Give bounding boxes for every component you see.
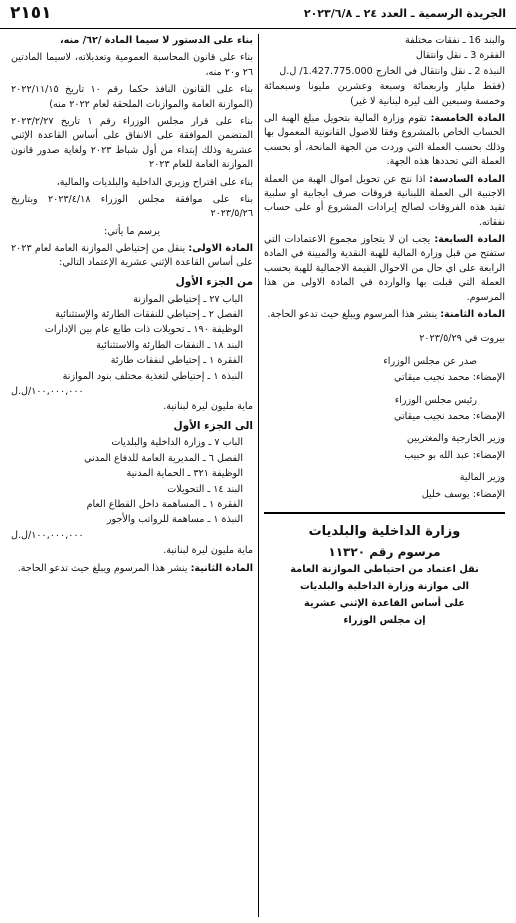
article-8 <box>264 308 505 322</box>
article-text: ينقل من إحتياطي الموازنة العامة لعام ٢٠٢٣ على أساس القاعدة الإثني عشرية الإعتماد التالي: <box>11 243 253 269</box>
left-column <box>6 34 258 917</box>
budget-line: البند ١٨ ـ النفقات الطارئة والاستثنائية <box>96 339 243 351</box>
decree-subject: الى موازنة وزارة الداخلية والبلديات <box>300 581 469 593</box>
amount-words: ماية مليون ليرة لبنانية. <box>163 401 253 413</box>
budget-line: الوظيفة ١٩٠ ـ تحويلات ذات طابع عام بين الإدارات <box>44 324 243 336</box>
preamble-line: بناء على موافقة مجلس الوزراء ٢٠٢٣/٤/١٨ وبتاريخ ٢٠٢٣/٥/٢٦ <box>11 193 253 220</box>
article-label: المادة الخامسة: <box>430 112 505 124</box>
budget-line: النبذة ١ ـ إحتياطي لتغذية مختلف بنود الموازنة <box>62 370 243 382</box>
decree-number: مرسوم رقم ١١٣٢٠ <box>328 545 441 560</box>
article-label: المادة الاولى: <box>188 243 253 255</box>
signature: الإمضاء: يوسف خليل <box>421 488 505 500</box>
budget-line: الباب ٢٧ ـ إحتياطي الموازنة <box>133 293 243 305</box>
preamble-line: بناء على قرار مجلس الوزراء رقم ١ تاريخ ٢٠٢٣/٢/٢٧ المتضمن الموافقة على الانفاق على أساس القاعدة الإثني عشرية وذلك إبتداء من أول شباط ٢٠٢٣ ولغاية صدور قانون الموازنة العامة للعام ٢٠٢٣ <box>11 115 253 171</box>
preamble-line: بناء على الدستور لا سيما المادة /٦٢/ منه، <box>60 35 253 46</box>
budget-line: الباب ٧ ـ وزارة الداخلية والبلديات <box>111 437 243 449</box>
amount: ١٠٠,٠٠٠,٠٠٠/ل.ل <box>11 385 84 397</box>
article-text: ينشر هذا المرسوم ويبلغ حيث تدعو الحاجة. <box>17 562 188 574</box>
preamble-line: بناء على قانون المحاسبة العمومية وتعديلاته، لاسيما المادتين ٢٦ و٢٠ منه، <box>11 52 253 78</box>
article-text: ينشر هذا المرسوم ويبلغ حيث تدعو الحاجة. <box>267 309 438 321</box>
signature-role: وزير المالية <box>459 472 505 484</box>
article-label: المادة الثامنة: <box>440 309 505 321</box>
budget-line: الوظيفة ٣٢١ ـ الحماية المدنية <box>126 468 243 480</box>
article-text: تقوم وزارة المالية بتحويل مبلغ الهبة الى الحساب الخاص بالمشروع وفقا للاصول القانونية المعمول بها وذلك بحسب العملة التي وردت من الجهة المانحة، أو بحسب العملة التي تحددها هذه الجهة. <box>264 112 505 168</box>
article-5 <box>264 112 505 170</box>
article-2 <box>11 562 253 576</box>
article-label: المادة السادسة: <box>429 173 505 185</box>
signature-role: صدر عن مجلس الوزراء <box>383 355 477 367</box>
amount-words: ماية مليون ليرة لبنانية. <box>163 545 253 557</box>
date-line: بيروت في ٢٠٢٣/٥/٢٩ <box>419 333 505 345</box>
article-7 <box>264 233 505 305</box>
signature: الإمضاء: محمد نجيب ميقاتي <box>394 372 505 384</box>
text-line: (فقط مليار واربعمائة وسبعة وعشرين مليونا وسبعمائة وخمسة وسبعين الف ليرة لبنانية لا غير) <box>264 81 505 107</box>
from-heading: من الجزء الأول <box>175 275 253 288</box>
decree-subject: إن مجلس الوزراء <box>343 614 426 626</box>
signature-role: رئيس مجلس الوزراء <box>394 394 477 406</box>
budget-line: النبذة ١ ـ مساهمة للرواتب والأجور <box>106 514 243 526</box>
right-column <box>258 34 510 917</box>
amount: ١٠٠,٠٠٠,٠٠٠/ل.ل <box>11 529 84 541</box>
decree-subject: نقل اعتماد من احتياطي الموازنة العامة <box>290 564 479 576</box>
article-text: اذا نتج عن تحويل اموال الهبة من العملة الاجنبية الى العملة اللبنانية فروقات صرف ايجابية او سلبية تقيد هذه الفروقات لصالح إيرادات المشروع أو على حساب نفقاته. <box>264 173 505 228</box>
text-line: الفقرة 3 ـ نقل وانتقال <box>415 50 505 62</box>
budget-line: الفصل ٦ ـ المديرية العامة للدفاع المدني <box>84 452 243 464</box>
budget-line: البند ١٤ ـ التحويلات <box>167 483 243 495</box>
decree-subject: على أساس القاعدة الإثني عشرية <box>304 597 465 609</box>
article-label: المادة الثانية: <box>190 562 253 574</box>
to-heading: الى الجزء الأول <box>173 419 253 432</box>
text-line: النبذة 2 ـ نقل وانتقال في الخارج 1.427.775.000/ ل.ل <box>279 65 505 77</box>
preamble-line: بناء على القانون النافذ حكما رقم ١٠ تاريخ ٢٠٢٢/١١/١٥ (الموازنة العامة والموازنات الملحقة لعام ٢٠٢٢ منه) <box>11 84 253 110</box>
page-number: ٢١٥١ <box>10 3 52 24</box>
preamble-line: بناء على اقتراح وزيري الداخلية والبلديات والمالية، <box>56 176 253 188</box>
budget-line: الفقرة ١ ـ إحتياطي لنفقات طارئة <box>110 355 243 367</box>
signature-role: وزير الخارجية والمغتربين <box>406 433 505 445</box>
budget-line: الفقرة ١ ـ المساهمة داخل القطاع العام <box>86 499 243 511</box>
article-text: يجب ان لا يتجاوز مجموع الاعتمادات التي ستفتح من قبل وزارة المالية للهبة النقدية والمبينة في المادة الرابعة على اي حال من الاحوال القيمة الاجمالية للهبة بحسب العملة التي قبلت بها والواردة في المادة الاولى من هذا المرسوم. <box>264 234 505 303</box>
decree-line: يرسم ما يأتي: <box>103 225 161 237</box>
columns <box>6 34 510 917</box>
signature: الإمضاء: محمد نجيب ميقاتي <box>394 410 505 422</box>
ministry-decree-header <box>264 512 505 628</box>
article-label: المادة السابعة: <box>434 234 505 246</box>
article-6 <box>264 173 505 231</box>
article-1 <box>11 242 253 271</box>
budget-line: الفصل ٢ ـ إحتياطي للنفقات الطارئة والإستثنائية <box>55 309 243 320</box>
signature: الإمضاء: عبد الله بو حبيب <box>404 449 505 461</box>
ministry-title: وزارة الداخلية والبلديات <box>308 523 461 539</box>
text-line: والبند 16 ـ نفقات مختلفة <box>404 35 505 46</box>
gazette-title: الجريدة الرسمية ـ العدد ٢٤ ـ ٢٠٢٣/٦/٨ <box>303 6 506 20</box>
page-header <box>0 0 516 29</box>
